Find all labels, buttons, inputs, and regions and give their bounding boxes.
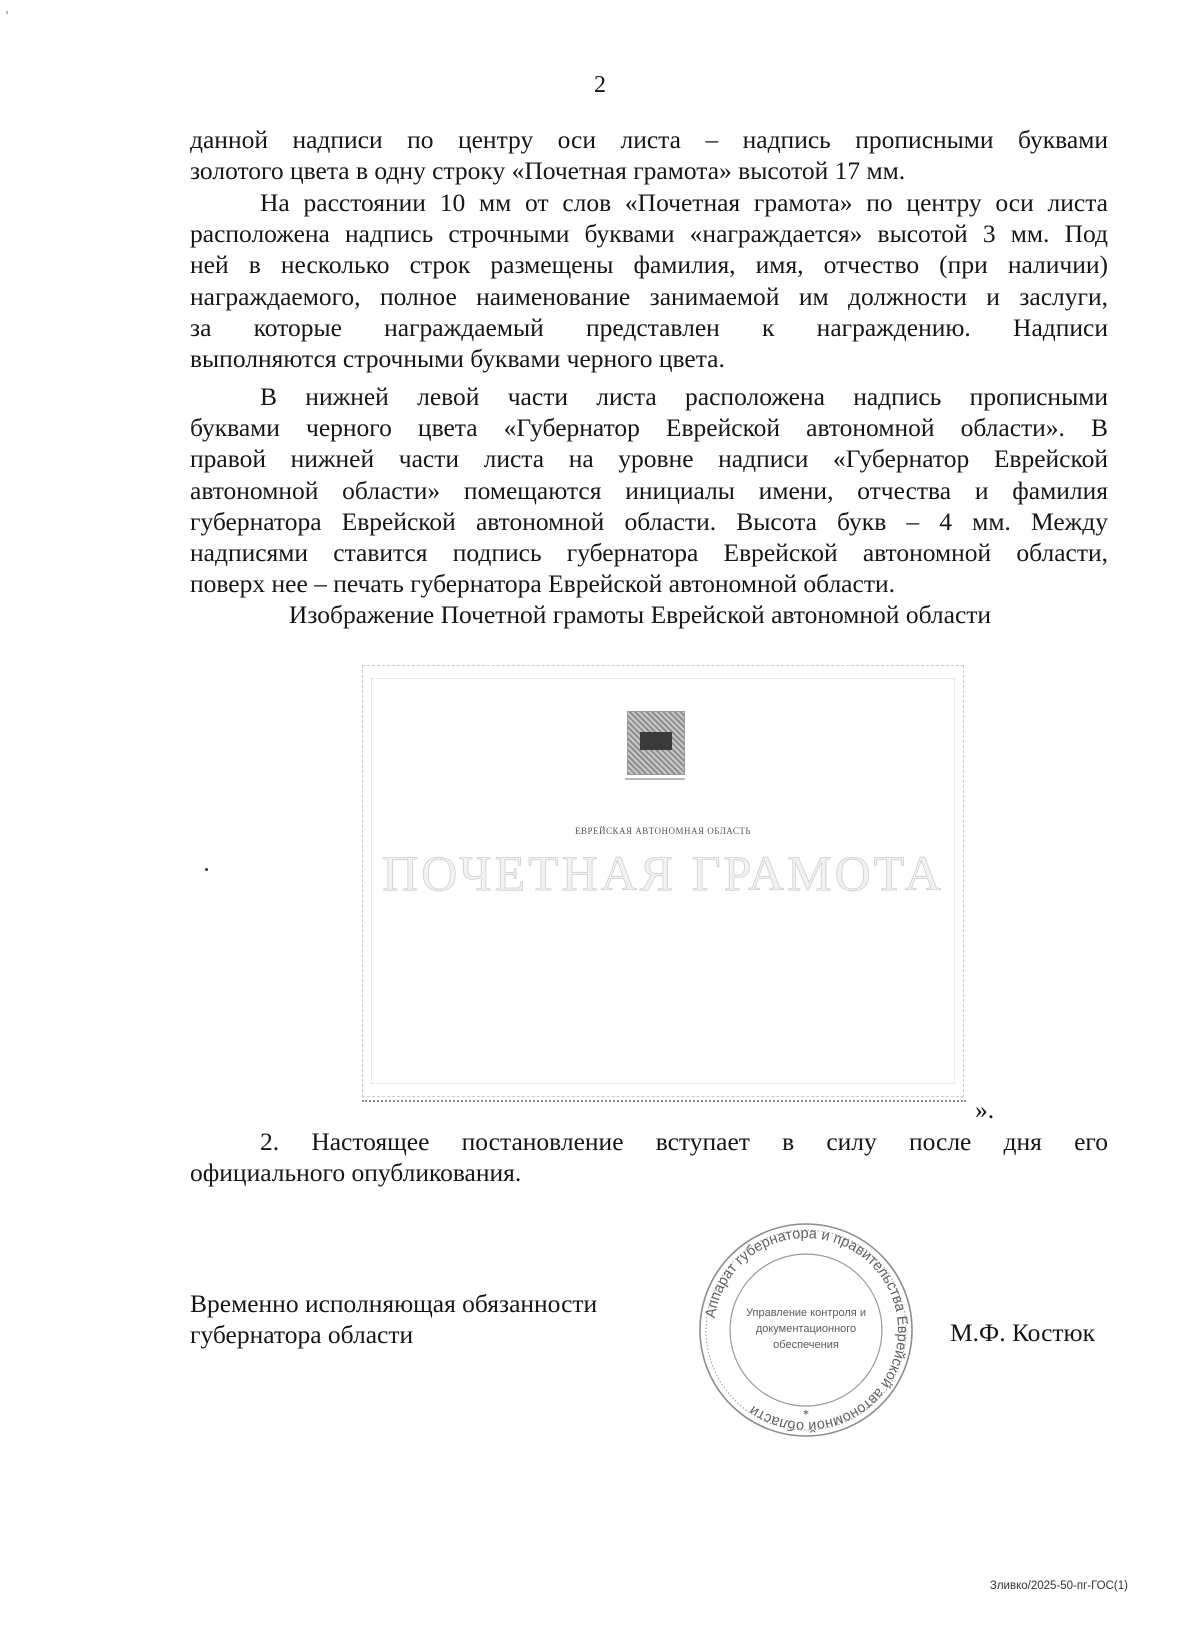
signer-name: М.Ф. Костюк: [950, 1318, 1095, 1347]
scan-dot: [205, 868, 208, 871]
paragraph-award-text: [190, 187, 1108, 374]
text-line: ней в несколько строк размещены фамилия, имя, отчество (при наличии): [190, 250, 1108, 280]
official-seal-icon: [696, 1220, 916, 1440]
image-caption: Изображение Почетной грамоты Еврейской автономной области: [288, 600, 992, 629]
text-line: награждаемого, полное наименование занимаемой им должности и заслуги,: [190, 281, 1108, 311]
page-number: 2: [594, 72, 606, 98]
text-line: 2. Настоящее постановление вступает в силу после дня его: [260, 1127, 1108, 1156]
text-line: автономной области» помещаются инициалы имени, отчества и фамилия: [190, 475, 1108, 505]
coat-of-arms-icon: [627, 711, 685, 775]
document-code: Зливко/2025-50-пг-ГОС(1): [989, 1580, 1128, 1592]
paragraph-signature-block: [190, 381, 1108, 599]
seal-outer-text: Аппарат губернатора и правительства Еврейской автономной области: [702, 1225, 911, 1435]
diploma-region-label: ЕВРЕЙСКАЯ АВТОНОМНАЯ ОБЛАСТЬ: [574, 826, 752, 836]
text-line: буквами черного цвета «Губернатор Еврейской автономной области». В: [190, 413, 1108, 443]
seal-inner-line: Управление контроля и: [746, 1307, 866, 1319]
text-line: выполняются строчными буквами черного цвета.: [190, 344, 725, 374]
text-line: губернатора Еврейской автономной области. Высота букв – 4 мм. Между: [190, 506, 1108, 536]
text-line: поверх нее – печать губернатора Еврейской автономной области.: [190, 569, 895, 599]
text-line: надписями ставится подпись губернатора Еврейской автономной области,: [190, 538, 1108, 568]
text-line: правой нижней части листа на уровне надписи «Губернатор Еврейской: [190, 444, 1108, 474]
text-line: На расстоянии 10 мм от слов «Почетная грамота» по центру оси листа: [260, 188, 1108, 217]
corner-mark: ': [6, 8, 9, 22]
text-line: В нижней левой части листа расположена надпись прописными: [260, 382, 1108, 411]
paragraph-effective-date: [190, 1126, 1108, 1188]
signer-title: [190, 1288, 597, 1350]
text-line: официального опубликования.: [190, 1158, 522, 1188]
signer-title-line: губернатора области: [190, 1320, 414, 1350]
diploma-bottom-line: [362, 1100, 966, 1102]
text-line: расположена надпись строчными буквами «награждается» высотой 3 мм. Под: [190, 219, 1108, 249]
diploma-title: ПОЧЕТНАЯ ГРАМОТА: [382, 845, 944, 901]
emblem-animal-icon: [640, 732, 672, 750]
text-line: за которые награждаемый представлен к награждению. Надписи: [190, 312, 1108, 342]
seal-star-icon: ✶: [801, 1408, 811, 1419]
seal-inner-line: документационного: [755, 1323, 857, 1335]
closing-quote: ».: [975, 1095, 995, 1124]
paragraph-continuation: [190, 124, 1108, 186]
text-line: данной надписи по центру оси листа – надпись прописными буквами: [190, 125, 1108, 154]
seal-inner-line: обеспечения: [773, 1339, 839, 1351]
text-line: золотого цвета в одну строку «Почетная грамота» высотой 17 мм.: [190, 156, 906, 186]
diploma-image: [362, 665, 964, 1097]
emblem-caption-line: [625, 778, 685, 780]
signer-title-line: Временно исполняющая обязанности: [190, 1289, 598, 1318]
